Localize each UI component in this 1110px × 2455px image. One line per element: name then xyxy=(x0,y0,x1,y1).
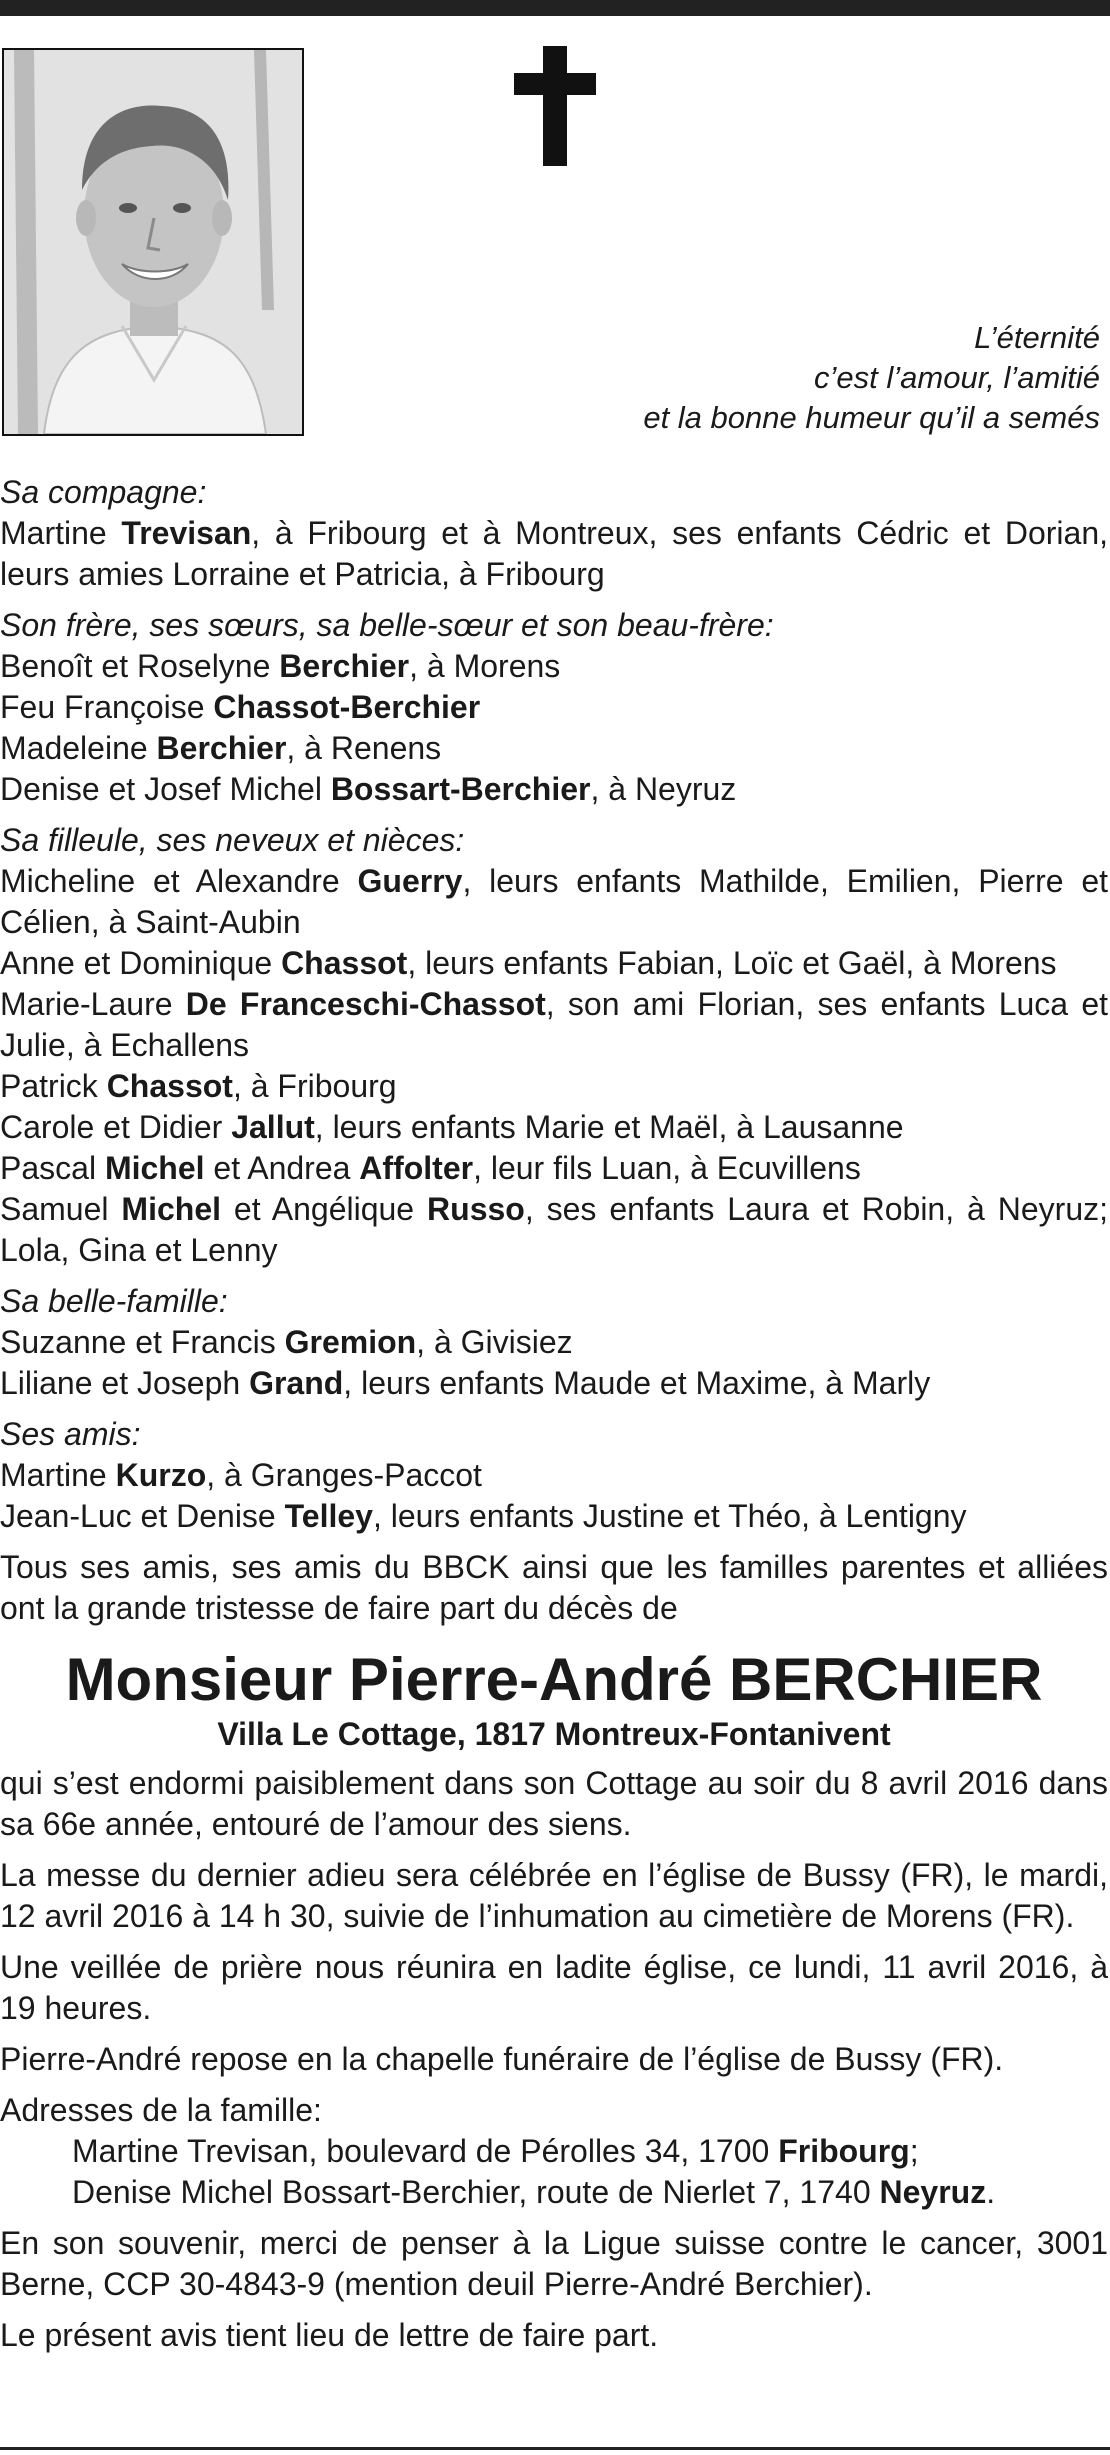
surname: Fribourg xyxy=(778,2133,910,2169)
family-entry xyxy=(0,513,1108,595)
surname: Affolter xyxy=(359,1150,474,1186)
family-entry xyxy=(0,1455,1108,1496)
donation-paragraph: En son souvenir, merci de penser à la Ligue suisse contre le cancer, 3001 Berne, CCP 30-4843-9 (mention deuil Pierre-André Berchier). xyxy=(0,2225,1108,2302)
portrait-illustration xyxy=(4,50,302,434)
family-entry xyxy=(0,769,1108,810)
text-run: , son ami Florian, ses enfants Luca et Julie, à Echallens xyxy=(0,986,1108,1063)
family-group xyxy=(0,472,1108,595)
surname: Jallut xyxy=(231,1109,315,1145)
family-address-lines xyxy=(0,2131,1108,2213)
family-entry xyxy=(0,728,1108,769)
text-run: , à Granges-Paccot xyxy=(206,1457,482,1493)
text-run: Carole et Didier xyxy=(0,1109,232,1145)
family-entry xyxy=(0,1066,1108,1107)
group-heading: Son frère, ses sœurs, sa belle-sœur et son beau-frère: xyxy=(0,607,774,643)
notice-body xyxy=(0,472,1108,2366)
family-group xyxy=(0,1414,1108,1537)
family-entry xyxy=(0,1496,1108,1537)
surname: Chassot xyxy=(106,1068,233,1104)
family-entry xyxy=(0,646,1108,687)
text-run: Liliane et Joseph xyxy=(0,1365,250,1401)
text-run: , leurs enfants Fabian, Loïc et Gaël, à Morens xyxy=(407,945,1057,981)
family-entry xyxy=(0,687,1108,728)
text-run: Martine Trevisan, boulevard de Pérolles 34, 1700 xyxy=(72,2133,779,2169)
family-entry xyxy=(0,1363,1108,1404)
closing-note: Le présent avis tient lieu de lettre de faire part. xyxy=(0,2317,659,2353)
family-entry xyxy=(0,861,1108,943)
surname: De Franceschi-Chassot xyxy=(185,986,546,1022)
surname: Michel xyxy=(104,1150,205,1186)
quote-line: c’est l’amour, l’amitié xyxy=(814,360,1100,395)
vigil-paragraph: Une veillée de prière nous réunira en ladite église, ce lundi, 11 avril 2016, à 19 heures. xyxy=(0,1949,1108,2026)
family-entry xyxy=(0,984,1108,1066)
surname: Neyruz xyxy=(879,2174,987,2210)
family-address-line xyxy=(0,2172,1108,2213)
text-run: , à Fribourg et à Montreux, ses enfants Cédric et Dorian, leurs amies Lorraine et Patricia, à Fribourg xyxy=(0,515,1109,592)
text-run: et Angélique xyxy=(221,1191,428,1227)
death-paragraph: qui s’est endormi paisiblement dans son Cottage au soir du 8 avril 2016 dans sa 66e année, entouré de l’amour des siens. xyxy=(0,1765,1108,1842)
cross-icon xyxy=(514,46,596,166)
text-run: , ses enfants Laura et Robin, à Neyruz; Lola, Gina et Lenny xyxy=(0,1191,1109,1268)
surname: Trevisan xyxy=(121,515,252,551)
family-entry xyxy=(0,1148,1108,1189)
surname: Chassot xyxy=(281,945,408,981)
text-run: , à Neyruz xyxy=(590,771,737,807)
text-run: , leurs enfants Mathilde, Emilien, Pierre et Célien, à Saint-Aubin xyxy=(0,863,1109,940)
family-entry xyxy=(0,943,1108,984)
funeral-mass-paragraph: La messe du dernier adieu sera célébrée en l’église de Bussy (FR), le mardi, 12 avril 2016 à 14 h 30, suivie de l’inhumation au cimetière de Morens (FR). xyxy=(0,1857,1108,1934)
text-run: , leurs enfants Maude et Maxime, à Marly xyxy=(343,1365,931,1401)
family-addresses xyxy=(0,2090,1108,2213)
family-group xyxy=(0,605,1108,810)
text-run: Martine xyxy=(0,515,122,551)
text-run: Suzanne et Francis xyxy=(0,1324,285,1360)
family-entry xyxy=(0,1107,1108,1148)
text-run: Jean-Luc et Denise xyxy=(0,1498,285,1534)
quote-line: L’éternité xyxy=(974,320,1100,355)
text-run: , leurs enfants Justine et Théo, à Lentigny xyxy=(372,1498,967,1534)
text-run: Denise Michel Bossart-Berchier, route de Nierlet 7, 1740 xyxy=(72,2174,880,2210)
surname: Grand xyxy=(249,1365,344,1401)
text-run: et Andrea xyxy=(204,1150,360,1186)
text-run: Denise et Josef Michel xyxy=(0,771,331,807)
text-run: Pascal xyxy=(0,1150,105,1186)
epitaph-quote xyxy=(643,318,1100,438)
group-heading: Sa filleule, ses neveux et nièces: xyxy=(0,822,465,858)
surname: Chassot-Berchier xyxy=(213,689,481,725)
group-heading: Ses amis: xyxy=(0,1416,141,1452)
surname: Gremion xyxy=(284,1324,417,1360)
text-run: Patrick xyxy=(0,1068,107,1104)
text-run: Samuel xyxy=(0,1191,122,1227)
family-entry xyxy=(0,1189,1108,1271)
family-addresses-label: Adresses de la famille: xyxy=(0,2092,322,2128)
deceased-address: Villa Le Cottage, 1817 Montreux-Fontanivent xyxy=(217,1716,891,1752)
text-run: , à Renens xyxy=(286,730,442,766)
text-run: , à Givisiez xyxy=(416,1324,573,1360)
text-run: , à Fribourg xyxy=(232,1068,397,1104)
text-run: Benoît et Roselyne xyxy=(0,648,280,684)
family-entry xyxy=(0,1322,1108,1363)
text-run: Martine xyxy=(0,1457,116,1493)
deceased-name: Monsieur Pierre-André BERCHIER xyxy=(65,1646,1043,1713)
chapel-paragraph: Pierre-André repose en la chapelle funéraire de l’église de Bussy (FR). xyxy=(0,2041,1004,2077)
family-group xyxy=(0,820,1108,1271)
family-list xyxy=(0,472,1108,1537)
text-run: . xyxy=(986,2174,996,2210)
text-run: , leurs enfants Marie et Maël, à Lausanne xyxy=(314,1109,904,1145)
family-address-line xyxy=(0,2131,1108,2172)
surname: Berchier xyxy=(279,648,410,684)
surname: Guerry xyxy=(357,863,463,899)
text-run: Marie-Laure xyxy=(0,986,186,1022)
intro-text: Tous ses amis, ses amis du BBCK ainsi que les familles parentes et alliées ont la grande tristesse de faire part du décès de xyxy=(0,1549,1108,1626)
text-run: Anne et Dominique xyxy=(0,945,282,981)
surname: Telley xyxy=(284,1498,373,1534)
surname: Michel xyxy=(121,1191,221,1227)
text-run: , à Morens xyxy=(409,648,561,684)
family-group xyxy=(0,1281,1108,1404)
surname: Berchier xyxy=(156,730,287,766)
quote-line: et la bonne humeur qu’il a semés xyxy=(643,400,1100,435)
portrait-photo xyxy=(2,48,304,436)
bottom-rule xyxy=(0,2447,1110,2450)
text-run: Feu Françoise xyxy=(0,689,214,725)
surname: Russo xyxy=(427,1191,525,1227)
surname: Bossart-Berchier xyxy=(330,771,591,807)
top-rule xyxy=(0,0,1110,16)
text-run: Madeleine xyxy=(0,730,157,766)
text-run: Micheline et Alexandre xyxy=(0,863,358,899)
group-heading: Sa belle-famille: xyxy=(0,1283,228,1319)
surname: Kurzo xyxy=(115,1457,207,1493)
text-run: ; xyxy=(909,2133,919,2169)
text-run: , leur fils Luan, à Ecuvillens xyxy=(473,1150,861,1186)
group-heading: Sa compagne: xyxy=(0,474,207,510)
